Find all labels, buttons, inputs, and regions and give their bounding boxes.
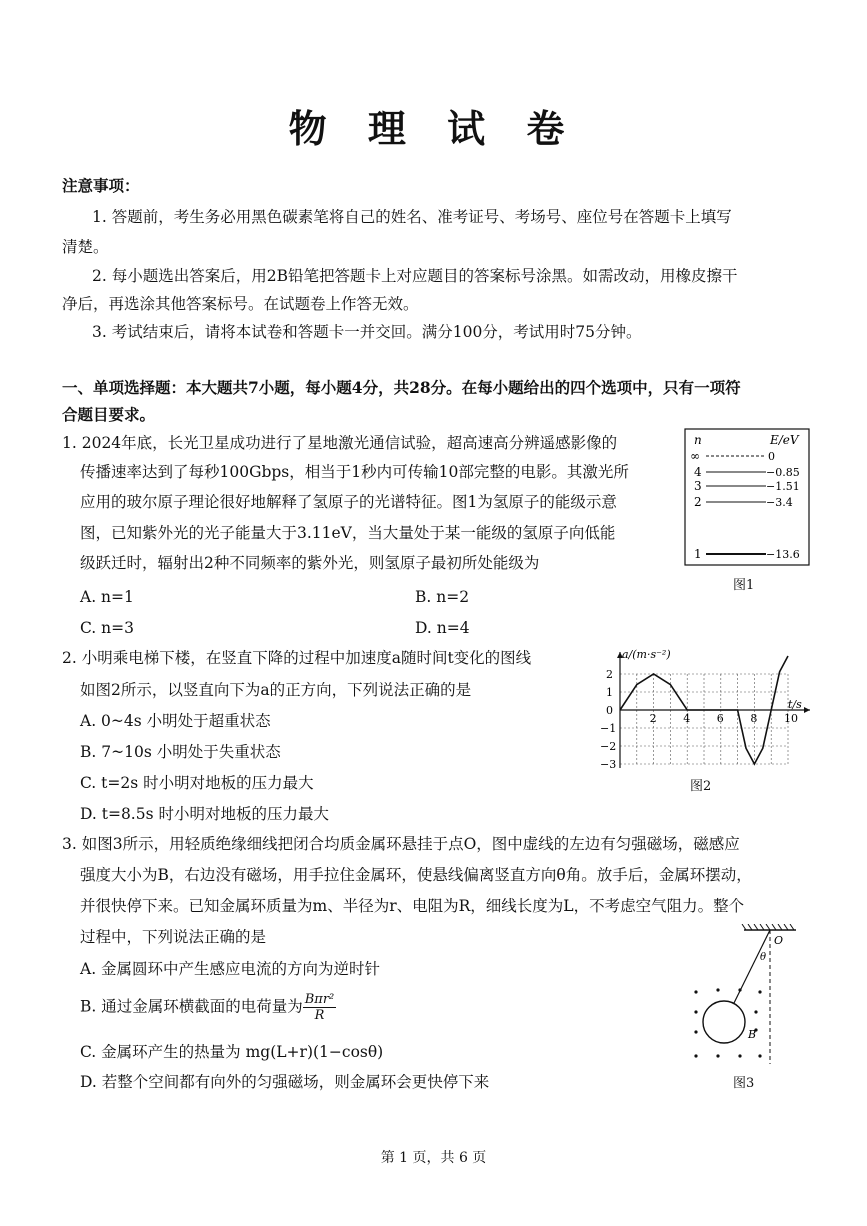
fig3-label-theta: θ [760, 952, 767, 963]
q3-line2: 强度大小为B，右边没有磁场，用手拉住金属环，使悬线偏离竖直方向θ角。放手后，金属环摆动， [80, 866, 752, 884]
x-tick-label: 10 [784, 712, 798, 725]
q3-option-c: C. 金属环产生的热量为 mg(L+r)(1−cosθ) [80, 1043, 384, 1061]
fig1-level-e-inf: 0 [768, 450, 775, 463]
x-axis-arrow [804, 707, 810, 713]
notice-item3: 3. 考试结束后，请将本试卷和答题卡一并交回。满分100分，考试用时75分钟。 [92, 323, 642, 341]
fig1-level-n-inf: ∞ [690, 449, 700, 463]
notice-item1-line2: 清楚。 [62, 238, 109, 256]
q1-option-c: C. n=3 [80, 619, 134, 637]
q1-option-a: A. n=1 [80, 588, 134, 606]
q2-line1: 2. 小明乘电梯下楼，在竖直下降的过程中加速度a随时间t变化的图线 [62, 649, 532, 667]
section1-line1: 一、单项选择题：本大题共7小题，每小题4分，共28分。在每小题给出的四个选项中，只有一项符 [62, 378, 741, 397]
y-tick-label: 0 [606, 704, 613, 717]
fig1-level-e-3: −1.51 [766, 480, 800, 493]
y-tick-label: 1 [606, 686, 613, 699]
q2-option-c: C. t=2s 时小明对地板的压力最大 [80, 774, 314, 792]
q3-option-b [80, 992, 336, 1023]
q3-option-b-text: B. 通过金属环横截面的电荷量为 [80, 997, 303, 1016]
fig1-header-e: E/eV [770, 433, 799, 447]
page-footer: 第 1 页，共 6 页 [380, 1150, 487, 1166]
q1-line5: 级跃迁时，辐射出2种不同频率的紫外光，则氢原子最初所处能级为 [80, 554, 540, 572]
x-tick-label: 8 [750, 712, 758, 725]
q3-option-d: D. 若整个空间都有向外的匀强磁场，则金属环会更快停下来 [80, 1073, 490, 1091]
q2-option-d: D. t=8.5s 时小明对地板的压力最大 [80, 805, 329, 823]
figure3-caption: 图3 [733, 1076, 755, 1091]
fig1-header-n: n [694, 433, 702, 447]
section1-line2: 合题目要求。 [62, 405, 156, 424]
fig1-level-n-2: 2 [694, 495, 702, 509]
figure1-energy-levels [684, 428, 810, 568]
fig1-level-e-4: −0.85 [766, 466, 800, 479]
frac-denominator: R [314, 1008, 325, 1023]
chart-grid [620, 674, 788, 764]
y-tick-label: −1 [600, 722, 617, 735]
fig1-level-n-4: 4 [694, 465, 702, 479]
q2-option-a: A. 0~4s 小明处于超重状态 [80, 712, 271, 730]
page-title: 物 理 试 卷 [288, 106, 579, 151]
q3-line4: 过程中，下列说法正确的是 [80, 928, 267, 946]
q1-line4: 图，已知紫外光的光子能量大于3.11eV，当大量处于某一能级的氢原子向低能 [80, 524, 616, 542]
fig1-level-e-1: −13.6 [766, 548, 800, 561]
q1-line1: 1. 2024年底，长光卫星成功进行了星地激光通信试验，超高速高分辨遥感影像的 [62, 434, 618, 452]
q1-line2: 传播速率达到了每秒100Gbps，相当于1秒内可传输10部完整的电影。其激光所 [80, 463, 629, 481]
notice-item2-line2: 净后，再选涂其他答案标号。在试题卷上作答无效。 [62, 295, 419, 313]
x-tick-label: 2 [649, 712, 657, 725]
fig1-level-n-3: 3 [694, 479, 702, 493]
fig1-level-e-2: −3.4 [766, 496, 793, 509]
figure3-ring-pendulum [684, 924, 796, 1064]
chart-ylabel: a/(m·s⁻²) [622, 648, 671, 661]
chart-xlabel: t/s [788, 698, 802, 711]
fig3-label-o: O [774, 934, 784, 947]
frac-numerator: Bπr² [304, 992, 335, 1007]
q1-option-b: B. n=2 [415, 588, 470, 606]
q3-option-b-fraction [303, 992, 337, 1023]
q3-line1: 3. 如图3所示，用轻质绝缘细线把闭合均质金属环悬挂于点O，图中虚线的左边有匀强磁场，磁感应 [62, 835, 740, 853]
figure1-caption: 图1 [733, 578, 755, 593]
notice-heading: 注意事项： [62, 176, 140, 195]
y-tick-label: 2 [606, 668, 613, 681]
q1-option-d: D. n=4 [415, 619, 470, 637]
fig1-level-n-1: 1 [694, 547, 702, 561]
x-tick-label: 4 [683, 712, 691, 725]
q2-option-b: B. 7~10s 小明处于失重状态 [80, 743, 281, 761]
q3-line3: 并很快停下来。已知金属环质量为m、半径为r、电阻为R，细线长度为L，不考虑空气阻力。整个 [80, 897, 745, 915]
notice-item2-line1: 2. 每小题选出答案后，用2B铅笔把答题卡上对应题目的答案标号涂黑。如需改动，用橡皮擦干 [92, 267, 738, 285]
figure2-caption: 图2 [690, 779, 712, 794]
q3-option-a: A. 金属圆环中产生感应电流的方向为逆时针 [80, 960, 381, 978]
y-tick-label: −2 [600, 740, 617, 753]
fig3-label-b: B [748, 1028, 757, 1041]
y-tick-label: −3 [600, 758, 617, 771]
notice-item1-line1: 1. 答题前，考生务必用黑色碳素笔将自己的姓名、准考证号、考场号、座位号在答题卡上填写 [92, 208, 732, 226]
q1-line3: 应用的玻尔原子理论很好地解释了氢原子的光谱特征。图1为氢原子的能级示意 [80, 493, 617, 511]
q2-line2: 如图2所示，以竖直向下为a的正方向，下列说法正确的是 [80, 681, 472, 699]
figure2-acceleration-chart [600, 646, 822, 772]
x-tick-label: 6 [716, 712, 724, 725]
